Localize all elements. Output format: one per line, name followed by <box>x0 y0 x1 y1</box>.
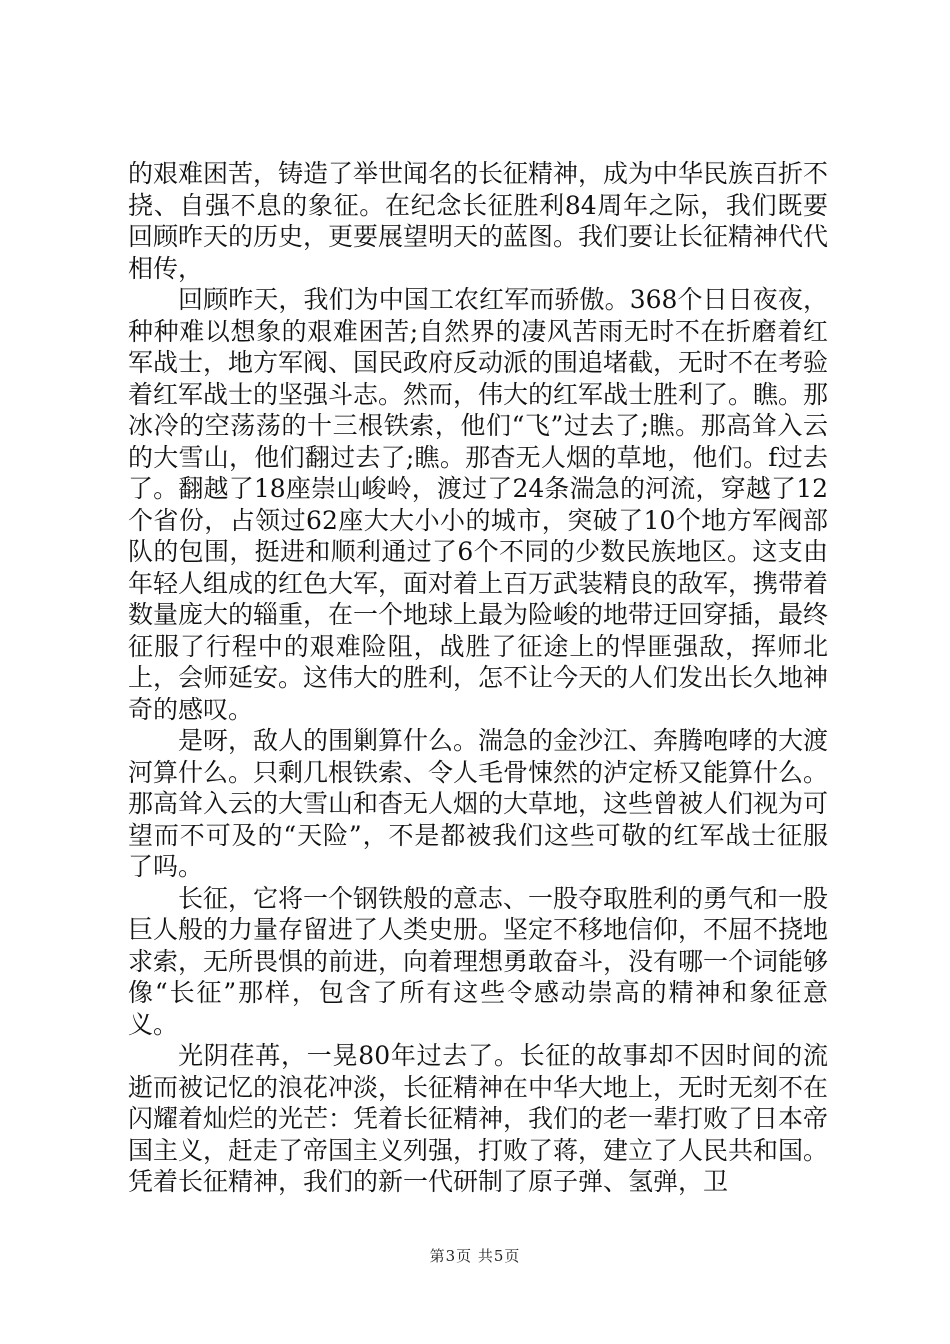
body-text <box>128 158 828 1198</box>
paragraph-1: 的艰难困苦，铸造了举世闻名的长征精神，成为中华民族百折不挠、自强不息的象征。在纪念长征胜利84周年之际，我们既要回顾昨天的历史，更要展望明天的蓝图。我们要让长征精神代代相传， <box>128 159 829 283</box>
paragraph-5: 光阴荏苒，一晃80年过去了。长征的故事却不因时间的流逝而被记忆的浪花冲淡，长征精神在中华大地上，无时无刻不在闪耀着灿烂的光芒：凭着长征精神，我们的老一辈打败了日本帝国主义，赶走了帝国主义列强，打败了蒋，建立了人民共和国。凭着长征精神，我们的新一代研制了原子弹、氢弹，卫 <box>128 1041 829 1196</box>
page-number-footer: 第3页 共5页 <box>429 1247 521 1265</box>
paragraph-4: 长征，它将一个钢铁般的意志、一股夺取胜利的勇气和一股巨人般的力量存留进了人类史册。坚定不移地信仰，不屈不挠地求索，无所畏惧的前进，向着理想勇敢奋斗，没有哪一个词能够像“长征”那样，包含了所有这些令感动崇高的精神和象征意义。 <box>128 883 829 1039</box>
paragraph-2: 回顾昨天，我们为中国工农红军而骄傲。368个日日夜夜，种种难以想象的艰难困苦;自然界的凄风苦雨无时不在折磨着红军战士，地方军阀、国民政府反动派的围追堵截，无时不在考验着红军战士的坚强斗志。然而，伟大的红军战士胜利了。瞧。那冰冷的空荡荡的十三根铁索，他们“飞”过去了;瞧。那高耸入云的大雪山，他们翻过去了;瞧。那杳无人烟的草地，他们。f过去了。翻越了18座崇山峻岭，渡过了24条湍急的河流，穿越了12个省份，占领过62座大大小小的城市，突破了10个地方军阀部队的包围，挺进和顺利通过了6个不同的少数民族地区。这支由年轻人组成的红色大军，面对着上百万武装精良的敌军，携带着数量庞大的辎重，在一个地球上最为险峻的地带迂回穿插，最终征服了行程中的艰难险阻，战胜了征途上的悍匪强敌，挥师北上，会师延安。这伟大的胜利，怎不让今天的人们发出长久地神奇的感叹。 <box>128 285 829 724</box>
paragraph-3: 是呀，敌人的围剿算什么。湍急的金沙江、奔腾咆哮的大渡河算什么。只剩几根铁索、令人毛骨悚然的泸定桥又能算什么。那高耸入云的大雪山和杳无人烟的大草地，这些曾被人们视为可望而不可及的“天险”，不是都被我们这些可敬的红军战士征服了吗。 <box>128 726 829 881</box>
